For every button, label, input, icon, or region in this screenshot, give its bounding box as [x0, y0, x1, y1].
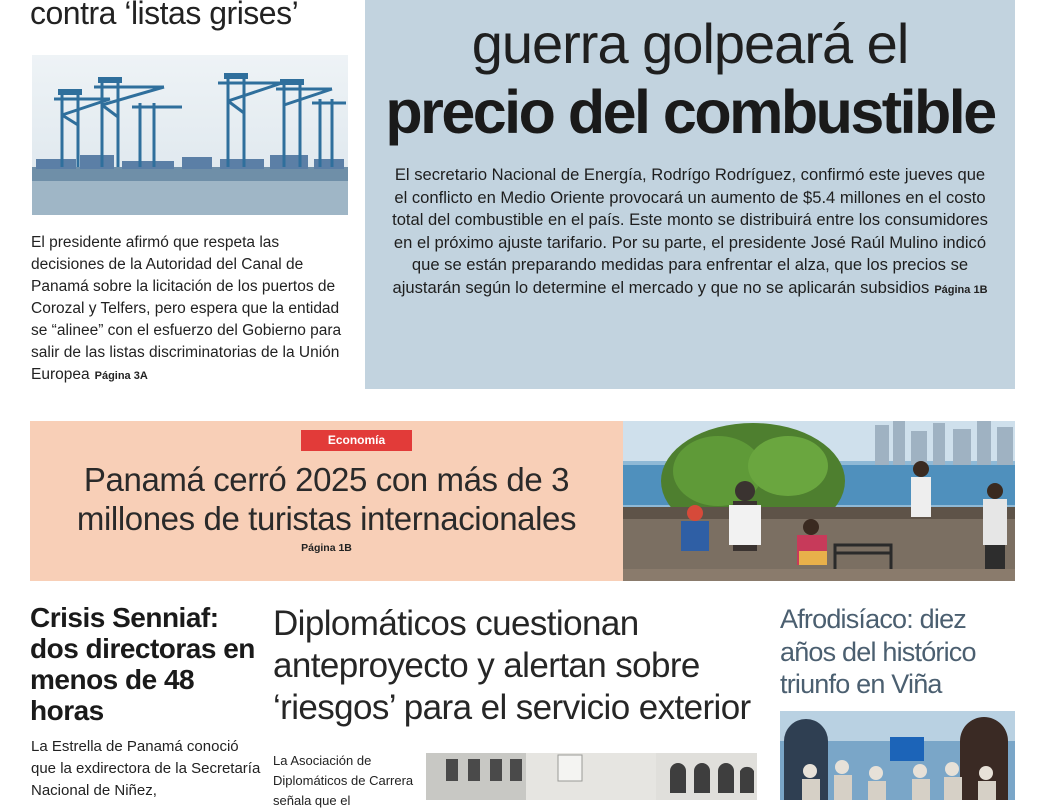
- ports-body-text: El presidente afirmó que respeta las decisiones de la Autoridad del Canal de Panamá sobre la licitación de los puertos de Corozal y Telfers, pero espera que la entidad se “alinee” con el esfuerzo del Gobierno para salir de las listas discriminatorias de la Unión Europea: [31, 234, 342, 383]
- ports-page-ref[interactable]: Página 3A: [94, 370, 148, 382]
- ports-body: [31, 232, 349, 387]
- tourists-photo: [623, 421, 1015, 581]
- lead-page-ref[interactable]: Página 1B: [934, 283, 988, 296]
- lead-headline-line1[interactable]: guerra golpeará el: [471, 12, 909, 75]
- ministry-building-photo: [426, 753, 757, 800]
- section-tag-economia[interactable]: Economía: [301, 430, 412, 451]
- senniaf-headline[interactable]: Crisis Senniaf: dos directoras en menos de 48 horas: [30, 602, 255, 726]
- diplomats-headline[interactable]: Diplomáticos cuestionan anteproyecto y alertan sobre ‘riesgos’ para el servicio exterior: [273, 604, 751, 727]
- lead-body: [392, 164, 988, 302]
- port-cranes-photo: [32, 55, 348, 215]
- lead-headline-line2[interactable]: precio del combustible: [385, 78, 995, 146]
- lead-body-text: El secretario Nacional de Energía, Rodrígo Rodríguez, confirmó este jueves que el conflicto en Medio Oriente provocará un aumento de $5.4 millones en el costo total del combustible en el país. Este monto se distribuirá entre los consumidores en el próximo ajuste tarifario. Por su parte, el presidente José Raúl Mulino indicó que se están preparando medidas para enfrentar el alza, que los precios se ajustarán según lo determine el mercado y que no se aplicarán subsidios: [392, 165, 988, 297]
- tourism-headline[interactable]: Panamá cerró 2025 con más de 3 millones de turistas internacionales: [76, 461, 577, 537]
- ports-headline[interactable]: contra ‘listas grises’: [30, 0, 299, 31]
- afro-headline[interactable]: Afrodisíaco: diez años del histórico triunfo en Viña: [780, 604, 976, 699]
- concert-photo: [780, 711, 1015, 800]
- senniaf-body: La Estrella de Panamá conoció que la exdirectora de la Secretaría Nacional de Niñez,: [31, 738, 261, 799]
- tourism-page-ref[interactable]: Página 1B: [301, 542, 352, 554]
- diplomats-body: La Asociación de Diplomáticos de Carrera señala que el: [273, 753, 414, 808]
